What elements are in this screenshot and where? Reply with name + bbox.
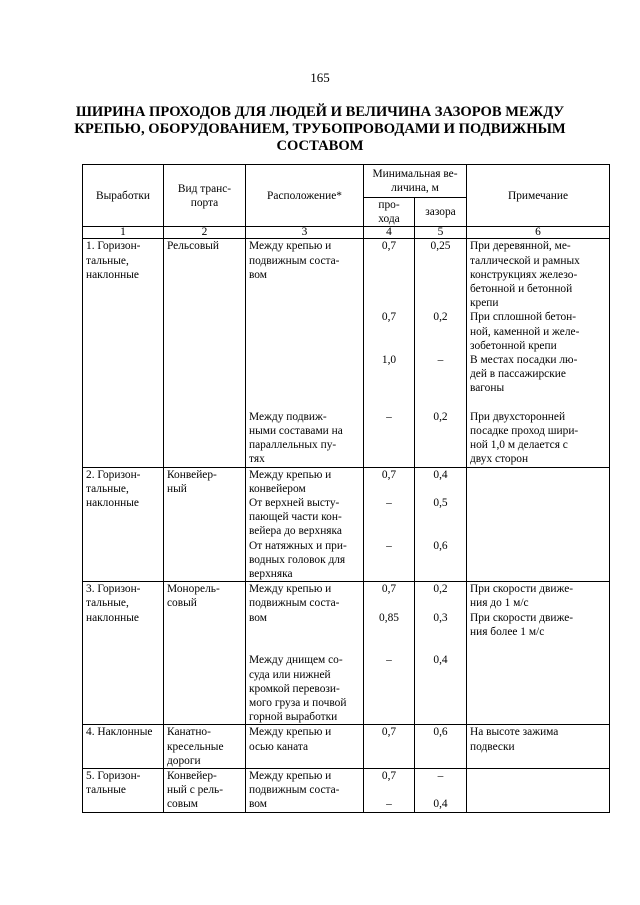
cell-line <box>418 482 463 496</box>
location-cell <box>246 239 364 467</box>
cell-line: Между крепью и <box>249 240 332 253</box>
cell-line: тальные <box>86 784 126 797</box>
cell-line <box>367 296 411 310</box>
cell-line <box>367 567 411 581</box>
cell-line: посадке проход шири- <box>470 425 579 438</box>
cell-line: В местах посадки лю- <box>470 354 578 367</box>
cell-line: 0,5 <box>433 497 448 510</box>
cell-line <box>367 696 411 710</box>
cell-line: зобетонной крепи <box>470 339 557 352</box>
header-line: про- <box>378 199 400 211</box>
cell-line: 0,2 <box>433 583 448 596</box>
gap-cell <box>415 467 467 582</box>
cell-line <box>418 510 463 524</box>
cell-line: – <box>437 354 444 367</box>
cell-line <box>367 682 411 696</box>
cell-line: 0,7 <box>381 240 397 253</box>
header-line: хода <box>378 213 400 226</box>
cell-line <box>249 625 360 639</box>
cell-line: – <box>386 539 392 552</box>
cell-line: осью каната <box>249 740 309 753</box>
cell-line: Монорель- <box>167 583 220 596</box>
cell-line: 0,85 <box>379 611 399 624</box>
cell-line <box>249 310 360 324</box>
header-note: Примечание <box>467 165 610 227</box>
clearance-table <box>82 164 610 813</box>
cell-line <box>367 553 411 567</box>
cell-line <box>418 254 463 268</box>
header-location: Расположение* <box>246 165 364 227</box>
cell-line: Канатно- <box>167 726 211 739</box>
page-number: 165 <box>310 70 330 85</box>
cell-line: подвижным соста- <box>249 254 340 267</box>
cell-line: вейера до верхняка <box>249 525 342 538</box>
table-row <box>83 239 610 467</box>
cell-line <box>367 254 411 268</box>
table-body <box>83 239 610 812</box>
title-line: КРЕПЬЮ, ОБОРУДОВАНИЕМ, ТРУБОПРОВОДАМИ И ПОДВИЖНЫМ <box>74 121 566 137</box>
cell-line <box>367 510 411 524</box>
cell-line: 0,2 <box>433 410 448 423</box>
cell-line: – <box>386 798 392 811</box>
cell-line: ной, каменной и желе- <box>470 325 580 338</box>
cell-line <box>367 325 411 339</box>
cell-line: При скорости движе- <box>470 611 574 624</box>
cell-line: параллельных пу- <box>249 439 337 452</box>
cell-line <box>418 367 463 381</box>
cell-line: вом <box>249 268 267 281</box>
cell-line <box>249 325 360 339</box>
cell-line <box>418 282 463 296</box>
cell-line <box>367 625 411 639</box>
note-cell <box>467 467 610 582</box>
cell-line <box>418 381 463 395</box>
location-cell <box>246 768 364 812</box>
cell-line: Конвейер- <box>167 468 217 481</box>
gap-cell <box>415 582 467 725</box>
note-cell <box>467 725 610 769</box>
cell-line: ными составами на <box>249 425 343 438</box>
table-row <box>83 725 610 769</box>
cell-line: Между крепью и <box>249 583 332 596</box>
cell-line <box>367 639 411 653</box>
cell-line <box>249 396 360 410</box>
cell-line: тальные, <box>86 597 129 610</box>
cell-line: От натяжных и при- <box>249 539 347 552</box>
cell-line <box>418 524 463 538</box>
transport-cell <box>164 467 246 582</box>
cell-line <box>367 381 411 395</box>
column-number: 4 <box>364 227 415 239</box>
cell-line: – <box>386 497 392 510</box>
cell-line: 4. Наклонные <box>86 726 153 739</box>
note-cell <box>467 768 610 812</box>
passage-cell <box>364 239 415 467</box>
cell-line: 3. Горизон- <box>86 583 141 596</box>
cell-line: конвейером <box>249 482 306 495</box>
cell-line: ный с рель- <box>167 784 224 797</box>
cell-line: наклонные <box>86 497 139 510</box>
cell-line: – <box>386 654 392 667</box>
header-transport <box>164 165 246 227</box>
cell-line: При деревянной, ме- <box>470 240 571 253</box>
cell-line <box>249 353 360 367</box>
cell-line: Между днищем со- <box>249 654 343 667</box>
gap-cell <box>415 239 467 467</box>
cell-line: 0,7 <box>381 769 397 782</box>
cell-line: вом <box>249 611 267 624</box>
cell-line: 0,7 <box>381 726 397 739</box>
cell-line <box>418 268 463 282</box>
cell-line: таллической и рамных <box>470 254 580 267</box>
cell-line <box>249 367 360 381</box>
cell-line <box>418 596 463 610</box>
cell-line: При сплошной бетон- <box>470 311 577 324</box>
cell-line: 1. Горизон- <box>86 240 141 253</box>
cell-line <box>418 696 463 710</box>
cell-line <box>418 325 463 339</box>
cell-line: При двухсторонней <box>470 410 566 423</box>
workings-cell <box>83 725 164 769</box>
passage-cell <box>364 768 415 812</box>
cell-line: вом <box>249 798 267 811</box>
workings-cell <box>83 467 164 582</box>
table-row <box>83 768 610 812</box>
cell-line: Конвейер- <box>167 769 217 782</box>
title-line: СОСТАВОМ <box>276 138 364 154</box>
header-passage <box>364 198 415 227</box>
workings-cell <box>83 768 164 812</box>
cell-line: Между крепью и <box>249 769 332 782</box>
workings-cell <box>83 239 164 467</box>
cell-line: От верхней высту- <box>249 497 340 510</box>
table-header <box>83 165 610 239</box>
cell-line: 0,6 <box>433 539 448 552</box>
passage-cell <box>364 725 415 769</box>
cell-line <box>367 524 411 538</box>
cell-line <box>367 396 411 410</box>
cell-line <box>367 710 411 724</box>
cell-line: водных головок для <box>249 553 346 566</box>
cell-line: крепи <box>470 297 499 310</box>
header-gap: зазора <box>415 198 467 227</box>
cell-line: дей в пассажирские <box>470 368 566 381</box>
location-cell <box>246 582 364 725</box>
cell-line <box>418 553 463 567</box>
cell-line: 0,4 <box>433 798 448 811</box>
cell-line: кресельные <box>167 740 224 753</box>
cell-line: 1,0 <box>381 354 397 367</box>
location-cell <box>246 467 364 582</box>
note-cell <box>467 582 610 725</box>
cell-line <box>470 396 606 410</box>
workings-cell <box>83 582 164 725</box>
cell-line: Рельсовый <box>167 240 219 253</box>
cell-line: совым <box>167 798 198 811</box>
column-number: 3 <box>246 227 364 239</box>
cell-line <box>418 682 463 696</box>
cell-line: 0,2 <box>433 311 448 324</box>
header-line: Вид транс- <box>177 182 232 195</box>
cell-line: 0,4 <box>433 654 448 667</box>
passage-cell <box>364 467 415 582</box>
cell-line <box>418 567 463 581</box>
cell-line <box>249 282 360 296</box>
cell-line <box>418 625 463 639</box>
cell-line: суда или нижней <box>249 668 331 681</box>
cell-line <box>367 367 411 381</box>
cell-line <box>249 339 360 353</box>
table-row <box>83 467 610 582</box>
cell-line: дороги <box>167 754 201 767</box>
cell-line <box>249 639 360 653</box>
cell-line: бетонной и бетонной <box>470 283 573 296</box>
cell-line: 0,4 <box>433 468 448 481</box>
cell-line: наклонные <box>86 611 139 624</box>
passage-cell <box>364 582 415 725</box>
cell-line: подвески <box>470 740 515 753</box>
cell-line: 0,7 <box>381 468 397 481</box>
cell-line: совый <box>167 597 197 610</box>
transport-cell <box>164 582 246 725</box>
transport-cell <box>164 725 246 769</box>
cell-line <box>367 339 411 353</box>
column-number: 1 <box>83 227 164 239</box>
cell-line: 0,25 <box>430 240 451 253</box>
cell-line <box>367 268 411 282</box>
cell-line: ный <box>167 482 187 495</box>
note-cell <box>467 239 610 467</box>
transport-cell <box>164 768 246 812</box>
cell-line: кромкой перевози- <box>249 682 340 695</box>
cell-line <box>367 282 411 296</box>
cell-line <box>367 668 411 682</box>
cell-line: 2. Горизон- <box>86 468 141 481</box>
cell-line: конструкциях железо- <box>470 268 578 281</box>
cell-line <box>418 339 463 353</box>
transport-cell <box>164 239 246 467</box>
header-min-value <box>364 165 467 198</box>
cell-line <box>418 396 463 410</box>
table-row <box>83 582 610 725</box>
cell-line: горной выработки <box>249 711 338 724</box>
cell-line: При скорости движе- <box>470 583 574 596</box>
cell-line: 5. Горизон- <box>86 769 141 782</box>
title-line: ШИРИНА ПРОХОДОВ ДЛЯ ЛЮДЕЙ И ВЕЛИЧИНА ЗАЗОРОВ МЕЖДУ <box>75 104 565 120</box>
cell-line: тальные, <box>86 254 129 267</box>
location-cell <box>246 725 364 769</box>
cell-line <box>418 639 463 653</box>
cell-line: 0,7 <box>381 311 397 324</box>
cell-line: – <box>437 769 444 782</box>
cell-line: На высоте зажима <box>470 726 559 739</box>
cell-line: вагоны <box>470 382 505 395</box>
gap-cell <box>415 768 467 812</box>
cell-line <box>249 296 360 310</box>
column-number: 2 <box>164 227 246 239</box>
column-number: 5 <box>415 227 467 239</box>
cell-line: – <box>386 410 392 423</box>
cell-line <box>367 596 411 610</box>
cell-line: пающей части кон- <box>249 511 342 524</box>
cell-line: верхняка <box>249 568 293 581</box>
cell-line <box>418 710 463 724</box>
cell-line: мого груза и почвой <box>249 696 347 709</box>
cell-line: тях <box>249 453 265 466</box>
cell-line: Между подвиж- <box>249 410 327 423</box>
cell-line <box>249 381 360 395</box>
cell-line <box>418 296 463 310</box>
header-line: личина, м <box>391 182 439 194</box>
cell-line <box>367 482 411 496</box>
cell-line: ния более 1 м/с <box>470 625 545 638</box>
cell-line <box>418 668 463 682</box>
cell-line: Между крепью и <box>249 726 332 739</box>
header-line: порта <box>190 196 219 209</box>
cell-line <box>418 783 463 797</box>
cell-line: подвижным соста- <box>249 597 340 610</box>
cell-line: 0,3 <box>433 611 448 624</box>
header-line: Минимальная ве- <box>372 167 458 180</box>
cell-line <box>470 639 606 653</box>
gap-cell <box>415 725 467 769</box>
page-title <box>60 104 580 155</box>
cell-line: подвижным соста- <box>249 784 340 797</box>
cell-line: 0,7 <box>381 583 397 596</box>
cell-line: тальные, <box>86 482 129 495</box>
cell-line: двух сторон <box>470 453 529 466</box>
cell-line: ния до 1 м/с <box>470 597 529 610</box>
cell-line: Между крепью и <box>249 468 332 481</box>
cell-line <box>367 783 411 797</box>
column-number: 6 <box>467 227 610 239</box>
header-workings: Выработки <box>83 165 164 227</box>
cell-line: 0,6 <box>433 726 448 739</box>
cell-line: ной 1,0 м делается с <box>470 439 568 452</box>
cell-line: наклонные <box>86 268 139 281</box>
